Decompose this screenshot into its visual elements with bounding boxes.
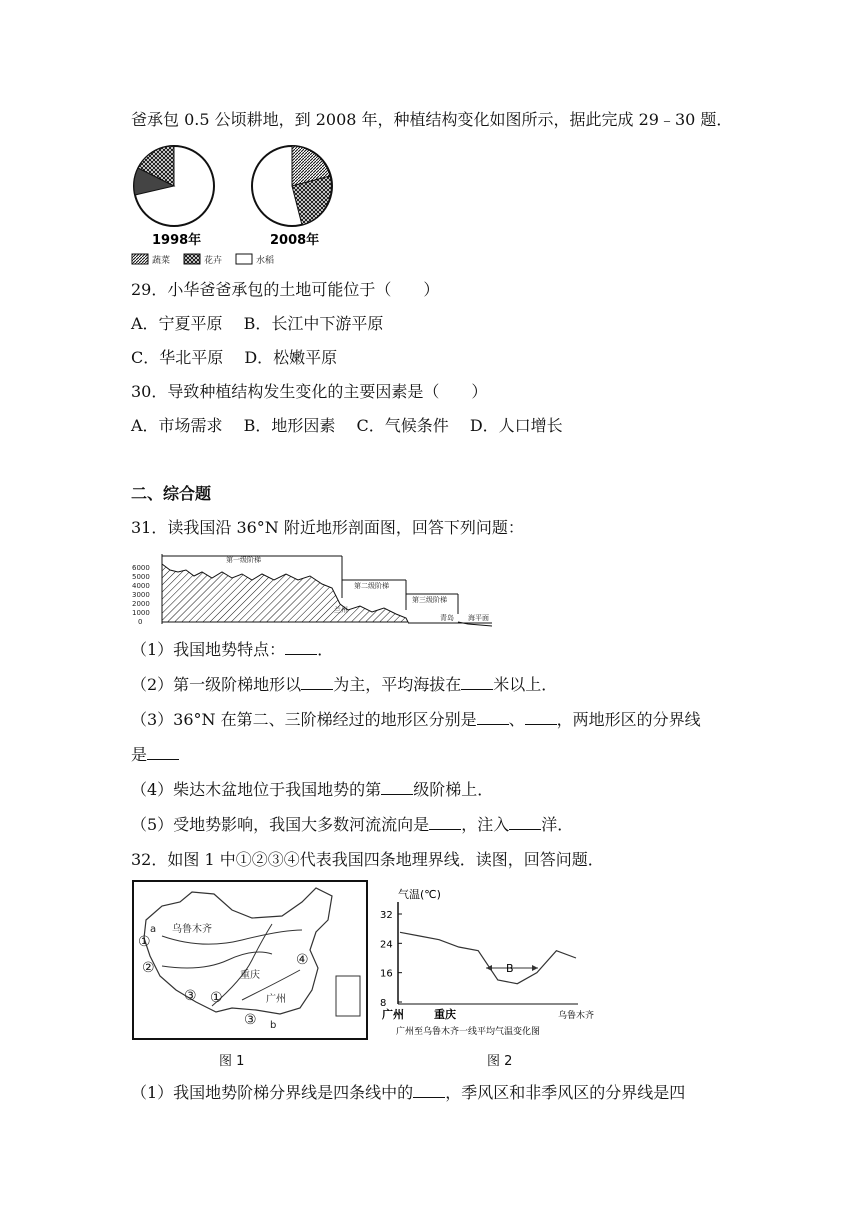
svg-text:2000: 2000 xyxy=(132,600,150,608)
section-title: 二、综合题 xyxy=(131,484,212,503)
pie-chart-figure xyxy=(130,140,340,270)
step-1-label: 第一级阶梯 xyxy=(226,556,261,564)
svg-text:3000: 3000 xyxy=(132,591,150,599)
chart-ylabel: 气温(℃) xyxy=(398,888,441,901)
blank-q31-5b[interactable] xyxy=(509,815,541,830)
q30-options: A．市场需求 B．地形因素 C．气候条件 D．人口增长 xyxy=(131,416,563,435)
marker-1-left: ① xyxy=(138,934,151,950)
q29-stem: 29．小华爸爸承包的土地可能位于（ ） xyxy=(131,280,440,299)
svg-text:6000: 6000 xyxy=(132,564,150,572)
marker-4-left: ③ xyxy=(184,988,197,1004)
q31-sub1: （1）我国地势特点： ． xyxy=(131,640,334,659)
legend-label-veg: 蔬菜 xyxy=(152,256,171,266)
q31-sub5: （5）受地势影响，我国大多数河流流向是 ，注入 洋． xyxy=(131,815,574,834)
qingdao-label: 青岛 xyxy=(440,614,454,622)
temperature-line xyxy=(400,932,576,983)
b-label: B xyxy=(506,962,514,975)
pie-1998 xyxy=(134,146,214,226)
y-tick-8: 8 xyxy=(380,998,387,1009)
svg-text:4000: 4000 xyxy=(132,582,150,590)
blank-q32-1[interactable] xyxy=(413,1083,445,1098)
q31-sub2: （2）第一级阶梯地形以 为主，平均海拔在 米以上． xyxy=(131,675,558,694)
intro-line: 爸承包 0.5 公顷耕地，到 2008 年，种植结构变化如图所示，据此完成 29﹣30 题． xyxy=(131,110,733,129)
chongqing-label: 重庆 xyxy=(240,970,260,981)
q32-stem: 32．如图 1 中①②③④代表我国四条地理界线．读图，回答问题． xyxy=(131,850,604,869)
q31-sub3: （3）36°N 在第二、三阶梯经过的地形区分别是 、 ，两地形区的分界线 xyxy=(131,710,701,729)
x-label-chongqing: 重庆 xyxy=(434,1008,456,1021)
svg-text:5000: 5000 xyxy=(132,573,150,581)
pie-2008-label: 2008年 xyxy=(270,233,320,248)
x-label-guangzhou: 广州 xyxy=(382,1008,404,1021)
temperature-chart xyxy=(378,884,598,1044)
y-tick-16: 16 xyxy=(380,968,393,980)
legend-label-flower: 花卉 xyxy=(204,256,223,266)
inset-box xyxy=(336,976,360,1016)
y-tick-32: 32 xyxy=(380,910,393,921)
y-tick-24: 24 xyxy=(380,939,393,951)
blank-q31-4[interactable] xyxy=(381,780,413,795)
blank-q31-2b[interactable] xyxy=(461,675,493,690)
step-3-bracket xyxy=(406,594,458,614)
q31-sub4: （4）柴达木盆地位于我国地势的第 级阶梯上． xyxy=(131,780,494,799)
q30-stem: 30．导致种植结构发生变化的主要因素是（ ） xyxy=(131,382,488,401)
urumqi-label: 乌鲁木齐 xyxy=(172,924,212,935)
q31-stem: 31．读我国沿 36°N 附近地形剖面图，回答下列问题： xyxy=(131,518,524,537)
profile-y-ticks xyxy=(132,564,150,626)
point-b: b xyxy=(270,1020,277,1031)
step-2-bracket xyxy=(342,580,406,610)
marker-1-center: ① xyxy=(210,990,223,1006)
blank-q31-2a[interactable] xyxy=(301,675,333,690)
step-2-label: 第二级阶梯 xyxy=(354,582,389,590)
svg-text:1000: 1000 xyxy=(132,609,150,617)
guangzhou-label: 广州 xyxy=(266,994,286,1005)
legend-label-rice: 水稻 xyxy=(256,256,275,266)
svg-text:0: 0 xyxy=(138,618,143,626)
pie-1998-label: 1998年 xyxy=(152,233,202,248)
china-map-figure xyxy=(132,880,368,1040)
terrain-profile-diagram xyxy=(128,548,498,632)
step-3-label: 第三级阶梯 xyxy=(412,596,447,604)
pie-2008 xyxy=(252,146,332,226)
blank-q31-3b[interactable] xyxy=(525,710,557,725)
fig2-label: 图 2 xyxy=(487,1054,513,1069)
chart-caption: 广州至乌鲁木齐一线平均气温变化图 xyxy=(396,1027,541,1037)
legend-swatch-veg xyxy=(132,254,148,264)
q29-options-2: C．华北平原 D．松嫩平原 xyxy=(131,348,338,367)
marker-4-right: ④ xyxy=(296,952,309,968)
x-label-urumqi: 乌鲁木齐 xyxy=(558,1011,595,1021)
blank-q31-1[interactable] xyxy=(285,640,317,655)
marker-3: ③ xyxy=(244,1012,257,1028)
legend-swatch-flower xyxy=(184,254,200,264)
q31-sub3-cont: 是 xyxy=(131,745,179,765)
q29-options-1: A．宁夏平原 B．长江中下游平原 xyxy=(131,314,384,333)
blank-q31-3a[interactable] xyxy=(477,710,509,725)
terrain-profile xyxy=(162,564,408,622)
point-a: a xyxy=(150,924,157,935)
lanzhou-label: 兰州 xyxy=(334,606,348,614)
marker-2: ② xyxy=(142,960,155,976)
blank-q31-5a[interactable] xyxy=(429,815,461,830)
sea-level-label: 海平面 xyxy=(468,614,489,622)
q32-sub1: （1）我国地势阶梯分界线是四条线中的 ，季风区和非季风区的分界线是四 xyxy=(131,1083,686,1102)
legend-swatch-rice xyxy=(236,254,252,264)
fig1-label: 图 1 xyxy=(219,1054,245,1069)
blank-q31-3c[interactable] xyxy=(147,745,179,760)
